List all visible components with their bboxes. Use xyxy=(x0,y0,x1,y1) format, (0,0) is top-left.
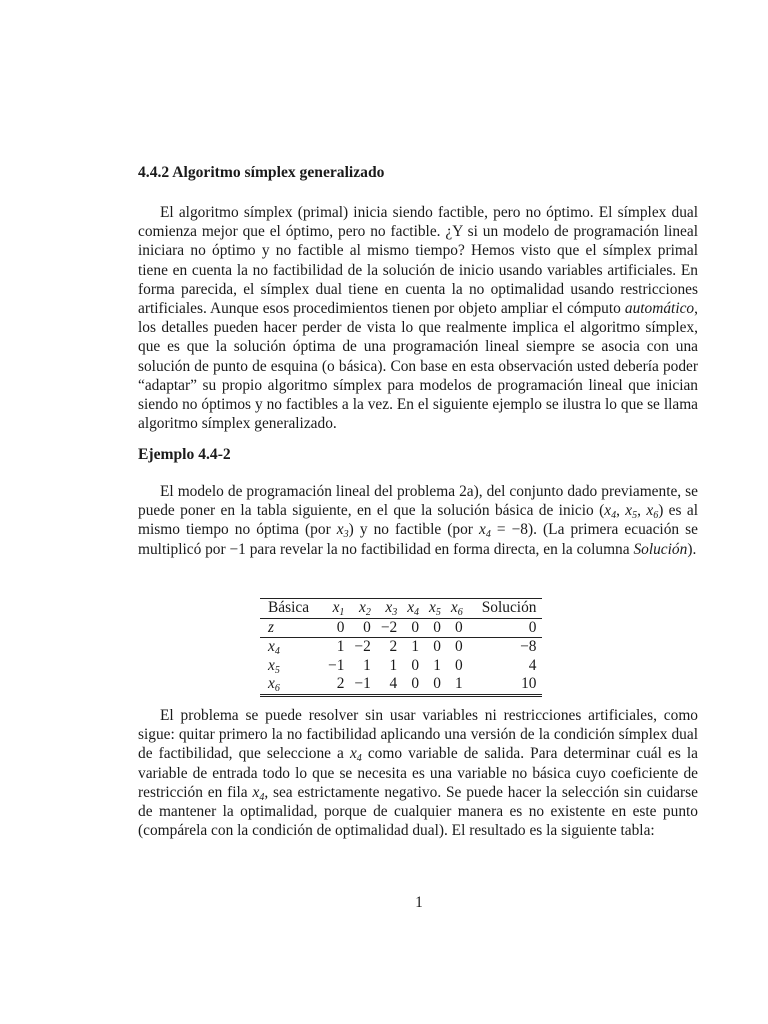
cell-solution: 10 xyxy=(521,675,537,693)
var-x4: $x_4$ xyxy=(349,745,362,765)
table-row xyxy=(260,657,542,676)
header-x1: $x_1$ xyxy=(332,599,345,618)
method-paragraph xyxy=(138,706,698,840)
var-x6: $x_6$ xyxy=(646,502,659,522)
basic-var: $x_4$ xyxy=(268,638,280,658)
basic-var: $x_5$ xyxy=(268,656,280,676)
cell-solution: 0 xyxy=(528,618,537,636)
cell: 0 xyxy=(433,618,441,636)
cell: 0 xyxy=(411,618,420,636)
cell: 2 xyxy=(389,638,398,656)
cell: 0 xyxy=(363,618,371,636)
header-solucion: Solución xyxy=(481,599,537,616)
emphasis-automatico: automático xyxy=(624,300,695,318)
var-x4: $x_4$ xyxy=(604,502,617,522)
basic-var: $x_6$ xyxy=(268,675,280,695)
example-heading: Ejemplo 4.4-2 xyxy=(138,446,231,463)
cell: 1 xyxy=(363,656,371,674)
var-x4-eq: $x_4$ xyxy=(478,521,491,541)
page-number: 1 xyxy=(415,894,423,911)
cell: 0 xyxy=(433,638,441,656)
cell: 0 xyxy=(433,675,441,693)
cell: 0 xyxy=(411,656,420,674)
text-run: ) y no factible (por xyxy=(348,521,479,539)
cell: −2 xyxy=(380,618,398,636)
cell: 0 xyxy=(411,675,420,693)
cell: −1 xyxy=(328,656,345,674)
text-run: El problema se puede resolver sin usar variables ni restricciones artificiales, como sigue: quitar primero la no factibilidad aplicando una versión de la condición símplex dual de factibilidad, que seleccione a xyxy=(138,707,698,763)
table-row xyxy=(260,618,542,638)
text-run: El modelo de programación lineal del problema 2a), del conjunto dado previamente, se puede poner en la tabla siguiente, en el que la solución básica de inicio ( xyxy=(138,483,698,520)
cell: 0 xyxy=(455,638,463,656)
cell: −1 xyxy=(354,675,371,693)
cell: 1 xyxy=(455,675,463,693)
text-run: , sea estrictamente negativo. Se puede hacer la selección sin cuidarse de mantener la optimalidad, porque de cualquier manera es no existente en este punto (compárela con la condición de optimalidad dual). El resultado es la siguiente tabla: xyxy=(138,783,698,840)
header-x2: $x_2$ xyxy=(358,599,371,618)
table-header-row xyxy=(260,599,542,619)
text-run: , los detalles pueden hacer perder de vista lo que realmente implica el algoritmo símplex, que es que la solución óptima de una programación lineal siempre se asocia con una solución de punto de esquina (o básica). Con base en esta observación usted debería poder “adaptar” su propio algoritmo símplex para modelos de programación lineal que inician siendo no óptimos y no factibles a la vez. En el siguiente ejemplo se ilustra lo que se llama algoritmo símplex generalizado. xyxy=(138,300,698,433)
simplex-tableau xyxy=(260,598,542,697)
cell: −2 xyxy=(354,638,371,656)
cell-solution: 4 xyxy=(528,656,537,674)
document-page xyxy=(138,0,700,1024)
text-run: ). (La primera ecuación se multiplicó por −1 para revelar la no factibilidad en forma directa, en la columna xyxy=(138,521,698,558)
cell: 1 xyxy=(389,656,398,674)
cell: 2 xyxy=(336,675,345,693)
text-run: ). xyxy=(687,540,697,558)
var-x5: $x_5$ xyxy=(625,502,638,522)
cell: 4 xyxy=(389,675,398,693)
basic-var: z xyxy=(268,618,274,636)
header-x6: $x_6$ xyxy=(450,599,463,618)
cell: 1 xyxy=(336,638,345,656)
text-run: ) es al mismo tiempo no óptima (por xyxy=(138,502,698,539)
cell: 1 xyxy=(411,638,420,656)
cell-solution: −8 xyxy=(520,638,537,656)
emphasis-solucion: Solución xyxy=(633,540,688,558)
cell: 0 xyxy=(455,618,463,636)
intro-paragraph xyxy=(138,203,698,433)
cell: 0 xyxy=(336,618,345,636)
cell: 0 xyxy=(455,656,463,674)
header-x5: $x_5$ xyxy=(429,599,441,618)
header-x3: $x_3$ xyxy=(385,599,398,618)
example-paragraph: El modelo de programación lineal del problema 2a), del conjunto dado previamente, se puede poner en la tabla siguiente, en el que la solución básica de inicio ($x_4$, $x_5$, $x_6$) es al mismo tiempo no óptima (por $x_3$) y no factible (por $x_4 = -8$). (La primera ecuación se multiplicó por −1 para revelar la no factibilidad en forma directa, en la columna Solución). xyxy=(138,483,698,558)
table-row xyxy=(260,638,542,657)
section-heading: 4.4.2 Algoritmo símplex generalizado xyxy=(138,164,385,181)
cell: 1 xyxy=(433,656,441,674)
header-basica: Básica xyxy=(268,599,310,616)
var-x4: $x_4$ xyxy=(252,783,265,803)
header-x4: $x_4$ xyxy=(407,599,420,618)
text-run: como variable de salida. Para determinar cuál es la variable de entrada todo lo que se necesita es una variable no básica cuyo coeficiente de restricción en fila xyxy=(138,745,698,801)
table-row xyxy=(260,675,542,695)
var-x3: $x_3$ xyxy=(336,521,349,541)
text-run: El algoritmo símplex (primal) inicia siendo factible, pero no óptimo. El símplex dual comienza mejor que el óptimo, pero no factible. ¿Y si un modelo de programación lineal iniciara no óptimo y no factible al mismo tiempo? Hemos visto que el símplex primal tiene en cuenta la no factibilidad de la solución de inicio usando variables artificiales. En forma parecida, el símplex dual tiene en cuenta la no optimalidad usando restricciones artificiales. Aunque esos procedimientos tienen por objeto ampliar el cómputo xyxy=(138,204,698,318)
